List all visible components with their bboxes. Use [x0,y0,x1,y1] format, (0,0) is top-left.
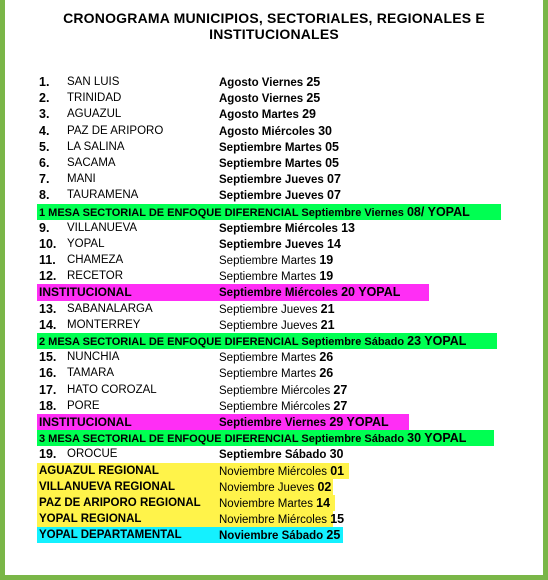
municipality-name: LA SALINA [67,140,125,153]
schedule-date: Septiembre Martes [219,352,317,365]
mesa-sectorial-row [37,333,507,349]
departamental-row: YOPAL DEPARTAMENTAL Noviembre Sábado 25 [37,527,507,543]
schedule-row: 17. HATO COROZAL Septiembre Miércoles 27 [39,382,348,397]
schedule-date: Agosto Miércoles [219,125,315,138]
green-banner: 2 MESA SECTORIAL DE ENFOQUE DIFERENCIAL Septiembre Sábado 23 YOPAL [37,333,497,349]
schedule-row: 15. NUNCHIA Septiembre Martes 26 [39,350,334,365]
municipality-name: PORE [67,399,100,412]
schedule-day: 07 [327,188,341,203]
schedule-date: Agosto Martes [219,109,299,122]
municipality-name: SACAMA [67,156,116,169]
schedule-day: 26 [319,366,334,381]
schedule-day: 21 [320,301,335,316]
schedule-row: 6. SACAMA Septiembre Martes 05 [39,155,340,170]
schedule-date: Septiembre Jueves [219,174,324,187]
municipality-name: OROCUE [67,448,118,461]
regional-row: PAZ DE ARIPORO REGIONAL Noviembre Martes 14 [37,495,507,511]
title-line-2: INSTITUCIONALES [209,26,339,42]
green-banner: 3 MESA SECTORIAL DE ENFOQUE DIFERENCIAL Septiembre Sábado 30 YOPAL [37,430,494,446]
municipality-name: TRINIDAD [67,92,122,105]
schedule-day: 29 [302,107,316,122]
regional-row: VILLANUEVA REGIONAL Noviembre Jueves 02 [39,479,332,494]
schedule-row: 1. SAN LUIS Agosto Viernes 25 [39,75,321,89]
municipality-name: HATO COROZAL [67,383,157,396]
schedule-date: Agosto Viernes [219,93,304,106]
schedule-day: 07 [327,172,341,187]
schedule-row: 16. TAMARA Septiembre Martes 26 [39,366,334,381]
schedule-row: 19. OROCUE Septiembre Sábado 30 [39,447,344,462]
schedule-row: 9. VILLANUEVA Septiembre Miércoles 13 [39,220,355,235]
mesa-sectorial-row [37,430,507,446]
schedule-date: Septiembre Martes [219,141,322,154]
schedule-row: 3. AGUAZUL Agosto Martes 29 [39,107,316,122]
municipality-name: SABANALARGA [67,302,153,315]
schedule-day: 27 [333,382,348,397]
schedule-row: 10. YOPAL Septiembre Jueves 14 [39,236,341,251]
municipality-name: RECETOR [67,270,124,283]
schedule-day: 05 [325,155,340,170]
schedule-day: 13 [341,220,355,235]
schedule-day: 19 [319,269,334,284]
municipality-name: PAZ DE ARIPORO [67,124,164,137]
schedule-date: Septiembre Martes [219,157,322,170]
schedule-date: Septiembre Jueves [219,190,324,203]
schedule-date: Agosto Viernes [219,77,304,89]
institucional-row: INSTITUCIONAL Septiembre Viernes 29 YOPAL [37,414,507,430]
schedule-day: 26 [319,350,334,365]
schedule-day: 30 [318,123,332,138]
schedule-row: 18. PORE Septiembre Miércoles 27 [39,398,348,413]
schedule-day: 21 [320,317,335,332]
schedule-day: 27 [333,398,348,413]
municipality-name: AGUAZUL [67,108,122,121]
schedule-row: 7. MANI Septiembre Jueves 07 [39,172,341,187]
schedule-list [37,74,507,543]
schedule-day: 19 [319,253,334,268]
schedule-day: 25 [306,91,321,106]
schedule-date: Septiembre Jueves [219,238,324,251]
schedule-day: 30 [329,447,344,462]
schedule-row: 2. TRINIDAD Agosto Viernes 25 [39,91,321,106]
municipality-name: VILLANUEVA [67,221,138,234]
regional-row: AGUAZUL REGIONAL Noviembre Miércoles 01 [37,463,507,479]
regional-row: YOPAL REGIONAL Noviembre Miércoles 15 [39,512,345,527]
schedule-date: Septiembre Miércoles [219,400,331,413]
schedule-row: 14. MONTERREY Septiembre Jueves 21 [39,317,335,332]
schedule-date: Septiembre Martes [219,368,317,381]
schedule-date: Septiembre Martes [219,271,317,284]
institucional-row: INSTITUCIONAL Septiembre Miércoles 20 YOPAL [37,284,507,300]
municipality-name: SAN LUIS [67,76,120,88]
schedule-date: Septiembre Miércoles [219,384,331,397]
municipality-name: YOPAL [67,237,105,250]
title-line-1: CRONOGRAMA MUNICIPIOS, SECTORIALES, REGIONALES E [63,10,485,26]
schedule-date: Septiembre Jueves [219,303,318,316]
schedule-date: Septiembre Jueves [219,319,318,332]
schedule-day: 25 [306,75,321,89]
municipality-name: TAMARA [67,367,115,380]
schedule-row: 4. PAZ DE ARIPORO Agosto Miércoles 30 [39,123,332,138]
schedule-date: Septiembre Sábado [219,449,327,462]
schedule-row: 12. RECETOR Septiembre Martes 19 [39,269,334,284]
schedule-date: Septiembre Martes [219,255,317,268]
municipality-name: CHAMEZA [67,254,124,267]
schedule-row: 13. SABANALARGA Septiembre Jueves 21 [39,301,335,316]
schedule-day: 05 [325,139,340,154]
mesa-sectorial-row [37,204,507,220]
schedule-row: 8. TAURAMENA Septiembre Jueves 07 [39,188,341,203]
schedule-row: 5. LA SALINA Septiembre Martes 05 [39,139,340,154]
municipality-name: TAURAMENA [67,189,139,202]
municipality-name: NUNCHIA [67,351,120,364]
green-banner: 1 MESA SECTORIAL DE ENFOQUE DIFERENCIAL Septiembre Viernes 08/ YOPAL [37,204,501,220]
municipality-name: MANI [67,173,96,186]
schedule-day: 14 [327,236,341,251]
document-title [40,10,508,42]
municipality-name: MONTERREY [67,318,141,331]
schedule-date: Septiembre Miércoles [219,222,338,235]
schedule-row: 11. CHAMEZA Septiembre Martes 19 [39,253,334,268]
